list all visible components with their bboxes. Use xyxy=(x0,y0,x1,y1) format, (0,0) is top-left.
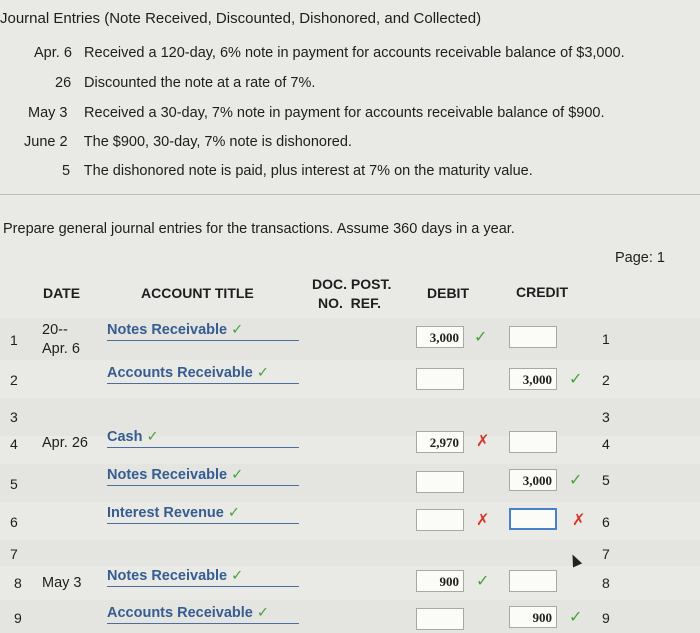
debit-input[interactable] xyxy=(416,368,464,390)
check-icon: ✓ xyxy=(231,322,244,338)
instructions: Prepare general journal entries for the transactions. Assume 360 days in a year. xyxy=(3,221,515,237)
transaction-text: Received a 30-day, 7% note in payment for accounts receivable balance of $900. xyxy=(84,105,605,121)
check-icon: ✓ xyxy=(256,365,270,381)
account-title-field[interactable] xyxy=(107,505,299,524)
x-icon: ✗ xyxy=(476,512,490,529)
x-icon: ✗ xyxy=(476,433,490,450)
line-number: 8 xyxy=(14,575,22,591)
line-number: 5 xyxy=(10,476,18,492)
transaction-date: Apr. 6 xyxy=(34,45,72,61)
check-icon: ✓ xyxy=(146,429,159,445)
journal-row xyxy=(0,424,700,464)
credit-input[interactable] xyxy=(509,326,557,348)
credit-input[interactable]: 900 xyxy=(509,606,557,628)
page-title: Journal Entries (Note Received, Discounted, Dishonored, and Collected) xyxy=(0,10,482,27)
transaction-date: June 2 xyxy=(24,134,68,150)
transaction-4 xyxy=(24,134,352,150)
date-day: May 3 xyxy=(42,575,82,591)
debit-input[interactable]: 2,970 xyxy=(416,431,464,453)
line-number-right: 4 xyxy=(602,436,610,452)
header-credit: CREDIT xyxy=(516,284,569,300)
debit-input[interactable] xyxy=(416,509,464,531)
page-label: Page: 1 xyxy=(615,250,665,266)
line-number: 3 xyxy=(10,409,18,425)
account-title-field[interactable] xyxy=(107,429,299,448)
account-title-field[interactable] xyxy=(107,365,299,384)
journal-row xyxy=(0,502,700,540)
line-number-right: 9 xyxy=(602,610,610,626)
transaction-text: The $900, 30-day, 7% note is dishonored. xyxy=(83,134,352,150)
check-icon: ✓ xyxy=(476,573,490,590)
account-name: Accounts Receivable xyxy=(107,365,253,381)
transaction-5 xyxy=(62,163,533,179)
check-icon: ✓ xyxy=(231,467,244,483)
date-cell xyxy=(42,434,88,453)
journal-row xyxy=(0,360,700,398)
line-number: 6 xyxy=(10,514,18,530)
account-title-field[interactable] xyxy=(107,467,299,486)
line-number-right: 3 xyxy=(602,409,610,425)
transaction-2 xyxy=(55,75,315,91)
line-number-right: 5 xyxy=(602,472,610,488)
transaction-3 xyxy=(28,105,604,121)
debit-input[interactable]: 3,000 xyxy=(416,326,464,348)
credit-input[interactable] xyxy=(509,431,557,453)
account-name: Interest Revenue xyxy=(107,505,224,521)
credit-input[interactable]: 3,000 xyxy=(509,368,557,390)
line-number-right: 7 xyxy=(602,546,610,562)
account-name: Notes Receivable xyxy=(107,322,228,338)
line-number: 4 xyxy=(10,436,18,452)
date-cell xyxy=(42,321,80,359)
line-number-right: 2 xyxy=(602,372,610,388)
header-debit: DEBIT xyxy=(427,285,469,301)
credit-input[interactable]: 3,000 xyxy=(509,469,557,491)
transaction-text: Discounted the note at a rate of 7%. xyxy=(84,75,316,91)
debit-input[interactable] xyxy=(416,471,464,493)
credit-input[interactable] xyxy=(509,570,557,592)
transaction-1 xyxy=(34,45,625,61)
line-number: 1 xyxy=(10,332,18,348)
transaction-text: Received a 120-day, 6% note in payment for accounts receivable balance of $3,000. xyxy=(84,45,625,61)
check-icon: ✓ xyxy=(474,329,488,346)
line-number-right: 8 xyxy=(602,575,610,591)
line-number: 7 xyxy=(10,546,18,562)
header-date: DATE xyxy=(43,285,81,301)
check-icon: ✓ xyxy=(227,505,241,521)
line-number-right: 1 xyxy=(602,331,610,347)
transaction-date: 5 xyxy=(62,163,71,179)
account-name: Cash xyxy=(107,429,143,445)
date-day: Apr. 6 xyxy=(42,341,80,357)
debit-input[interactable] xyxy=(416,608,464,630)
date-cell xyxy=(42,574,82,593)
account-title-field[interactable] xyxy=(107,568,299,587)
transaction-text: The dishonored note is paid, plus interest at 7% on the maturity value. xyxy=(83,163,533,179)
date-day: Apr. 26 xyxy=(42,435,88,451)
header-doc-post-2: NO. REF. xyxy=(318,295,382,311)
debit-input[interactable]: 900 xyxy=(416,570,464,592)
account-name: Accounts Receivable xyxy=(107,605,253,621)
header-doc-post-1: DOC. POST. xyxy=(312,276,392,292)
transaction-date: May 3 xyxy=(28,105,68,121)
journal-row xyxy=(0,318,700,360)
account-name: Notes Receivable xyxy=(107,467,228,483)
account-title-field[interactable] xyxy=(107,322,299,341)
check-icon: ✓ xyxy=(256,605,270,621)
journal-row xyxy=(0,464,700,502)
account-name: Notes Receivable xyxy=(107,568,228,584)
check-icon: ✓ xyxy=(569,371,583,388)
journal-row xyxy=(0,566,700,604)
line-number-right: 6 xyxy=(602,514,610,530)
divider xyxy=(0,194,700,195)
check-icon: ✓ xyxy=(569,609,583,626)
check-icon: ✓ xyxy=(231,568,244,584)
transaction-date: 26 xyxy=(55,75,72,91)
credit-input[interactable] xyxy=(509,508,557,530)
journal-row xyxy=(0,540,700,566)
x-icon: ✗ xyxy=(572,512,586,529)
account-title-field[interactable] xyxy=(107,605,299,624)
journal-row xyxy=(0,600,700,633)
line-number: 2 xyxy=(10,372,18,388)
line-number: 9 xyxy=(14,610,22,626)
check-icon: ✓ xyxy=(569,472,583,489)
date-year: 20-- xyxy=(42,322,68,338)
header-account-title: ACCOUNT TITLE xyxy=(141,285,254,301)
